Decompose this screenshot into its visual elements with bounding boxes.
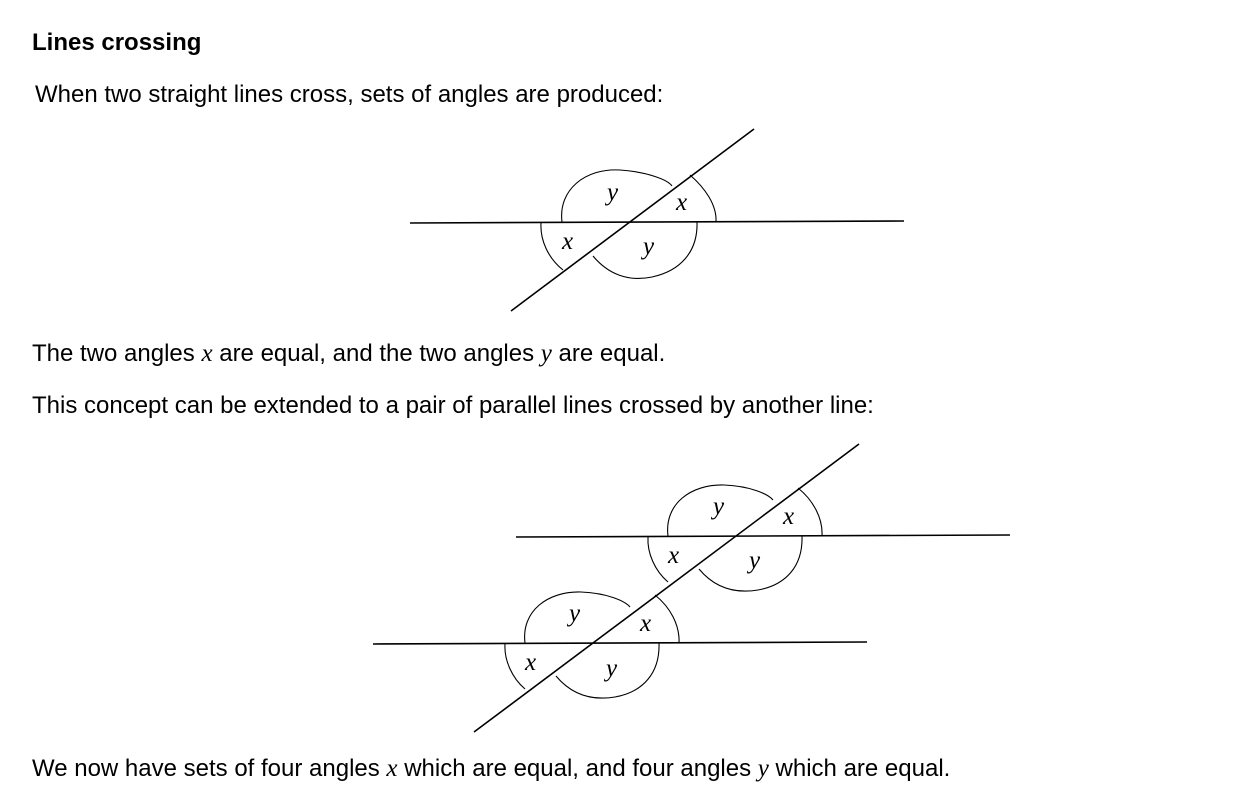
transversal-line: [511, 129, 754, 311]
angle-arc-x-bottom: [541, 223, 563, 270]
variable-x: x: [386, 755, 398, 782]
lower-parallel-line: [373, 642, 867, 644]
angle-arc-x-bottom: [648, 537, 668, 582]
text-span: which are equal, and four angles: [397, 755, 758, 782]
angle-arc-x-top: [655, 595, 679, 643]
angle-label-x: x: [525, 649, 537, 676]
angle-label-x: x: [562, 228, 574, 255]
text-span: We now have sets of four angles: [32, 755, 387, 782]
intro-text: When two straight lines cross, sets of angles are produced:: [35, 81, 664, 108]
angle-label-x: x: [783, 503, 795, 530]
variable-x: x: [201, 340, 213, 367]
text-span: are equal, and the two angles: [212, 340, 541, 367]
angle-label-y: y: [606, 655, 618, 682]
text-span: The two angles: [32, 340, 202, 367]
angle-arc-x-bottom: [505, 644, 525, 689]
variable-y: y: [540, 340, 552, 367]
horizontal-line: [410, 221, 904, 223]
equal-angles-statement: [32, 340, 665, 368]
angle-label-y: y: [713, 493, 725, 520]
conclusion-statement: [32, 755, 950, 783]
page-title: Lines crossing: [32, 29, 202, 56]
angle-arc-x-top: [798, 488, 822, 536]
transversal-line: [474, 444, 859, 732]
angle-label-x: x: [640, 610, 652, 637]
variable-y: y: [757, 755, 769, 782]
angle-label-y: y: [569, 600, 581, 627]
extension-statement: This concept can be extended to a pair of parallel lines crossed by another line:: [32, 392, 874, 419]
angle-label-x: x: [676, 189, 688, 216]
text-span: are equal.: [551, 340, 666, 367]
angle-label-x: x: [668, 542, 680, 569]
angle-label-y: y: [643, 233, 655, 260]
upper-parallel-line: [516, 535, 1010, 537]
parallel-lines-diagram: [373, 444, 1010, 732]
angle-label-y: y: [607, 179, 619, 206]
text-span: which are equal.: [768, 755, 951, 782]
angle-arc-x-top: [690, 175, 716, 222]
angle-label-y: y: [749, 547, 761, 574]
crossing-lines-diagram: [410, 129, 904, 311]
